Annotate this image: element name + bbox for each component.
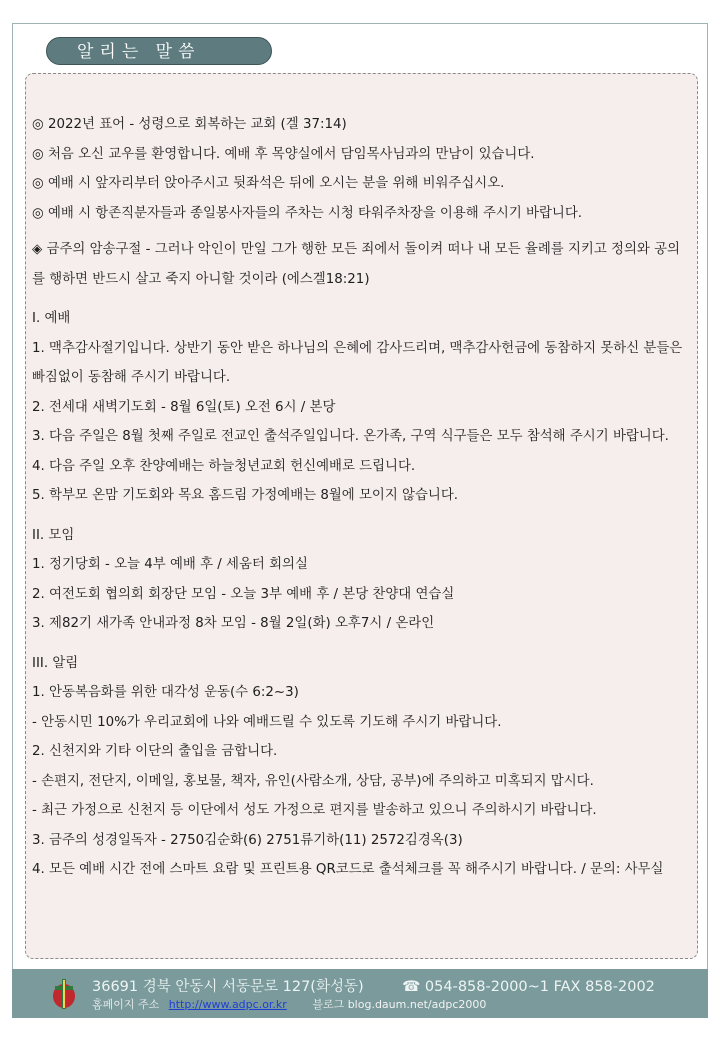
meeting-item: 1. 정기당회 - 오늘 4부 예배 후 / 세움터 회의실 [32, 557, 308, 572]
announcement-box [25, 73, 698, 959]
announce-item: 2. 신천지와 기타 이단의 출입을 금합니다. [32, 744, 278, 759]
meeting-item: 2. 여전도회 협의회 회장단 모임 - 오늘 3부 예배 후 / 본당 찬양대 연습실 [32, 586, 455, 602]
announce-item: - 손편지, 전단지, 이메일, 홍보물, 책자, 유인(사람소개, 상담, 공부)에 주의하고 미혹되지 맙시다. [32, 773, 594, 789]
announce-item: 1. 안동복음화를 위한 대각성 운동(수 6:2~3) [32, 685, 299, 700]
announce-item: - 안동시민 10%가 우리교회에 나와 예배드릴 수 있도록 기도해 주시기 바랍니다. [32, 714, 502, 730]
footer-phone: ☎ 054-858-2000~1 FAX 858-2002 [402, 979, 655, 995]
worship-item: 4. 다음 주일 오후 찬양예배는 하늘청년교회 헌신예배로 드립니다. [32, 458, 416, 474]
worship-item: 2. 전세대 새벽기도회 - 8월 6일(토) 오전 6시 / 본당 [32, 399, 336, 415]
footer-address: 36691 경북 안동시 서동문로 127(화성동) [92, 979, 364, 995]
memory-verse: ◈ 금주의 암송구절 - 그러나 악인이 만일 그가 행한 모든 죄에서 돌이켜 떠나 내 모든 율례를 지키고 정의와 공의를 행하면 반드시 살고 죽지 아니할 것이라 (에스겔18:21) [32, 242, 680, 287]
worship-item: 3. 다음 주일은 8월 첫째 주일로 전교인 출석주일입니다. 온가족, 구역 식구들은 모두 참석해 주시기 바랍니다. [32, 429, 669, 444]
announce-item: 3. 금주의 성경일독자 - 2750김순화(6) 2751류기하(11) 2572김경옥(3) [32, 832, 463, 848]
announce-item: 4. 모든 예배 시간 전에 스마트 요람 및 프린트용 QR코드로 출석체크를 꼭 해주시기 바랍니다. / 문의: 사무실 [32, 862, 664, 877]
worship-item: 5. 학부모 온맘 기도회와 목요 홈드림 가정예배는 8월에 모이지 않습니다. [32, 488, 459, 503]
church-logo-icon [50, 977, 78, 1011]
notice-parking: ◎ 예배 시 항존직분자들과 종일봉사자들의 주차는 시청 타워주차장을 이용해 주시기 바랍니다. [32, 205, 583, 221]
notice-seating: ◎ 예배 시 앞자리부터 앉아주시고 뒷좌석은 뒤에 오시는 분을 위해 비워주십시오. [32, 176, 505, 191]
footer-homepage-label: 홈페이지 주소 [92, 998, 160, 1011]
announce-item: - 최근 가정으로 신천지 등 이단에서 성도 가정으로 편지를 발송하고 있으니 주의하시기 바랍니다. [32, 803, 597, 818]
meeting-item: 3. 제82기 새가족 안내과정 8차 모임 - 8월 2일(화) 오후7시 / 온라인 [32, 616, 435, 631]
footer-blog: 블로그 blog.daum.net/adpc2000 [312, 998, 487, 1011]
section-heading-announce: III. 알림 [32, 655, 79, 671]
section-heading-meeting: II. 모임 [32, 527, 75, 543]
page-title: 알리는 말씀 [46, 37, 272, 65]
homepage-link[interactable]: http://www.adpc.or.kr [168, 998, 287, 1011]
church-footer [12, 969, 708, 1018]
worship-item: 1. 맥추감사절기입니다. 상반기 동안 받은 하나님의 은혜에 감사드리며, 맥추감사헌금에 동참하지 못하신 분들은 빠짐없이 동참해 주시기 바랍니다. [32, 340, 683, 385]
section-heading-worship: I. 예배 [32, 311, 71, 326]
notice-motto: ◎ 2022년 표어 - 성령으로 회복하는 교회 (겔 37:14) [32, 117, 347, 132]
notice-welcome: ◎ 처음 오신 교우를 환영합니다. 예배 후 목양실에서 담임목사님과의 만남이 있습니다. [32, 146, 535, 162]
